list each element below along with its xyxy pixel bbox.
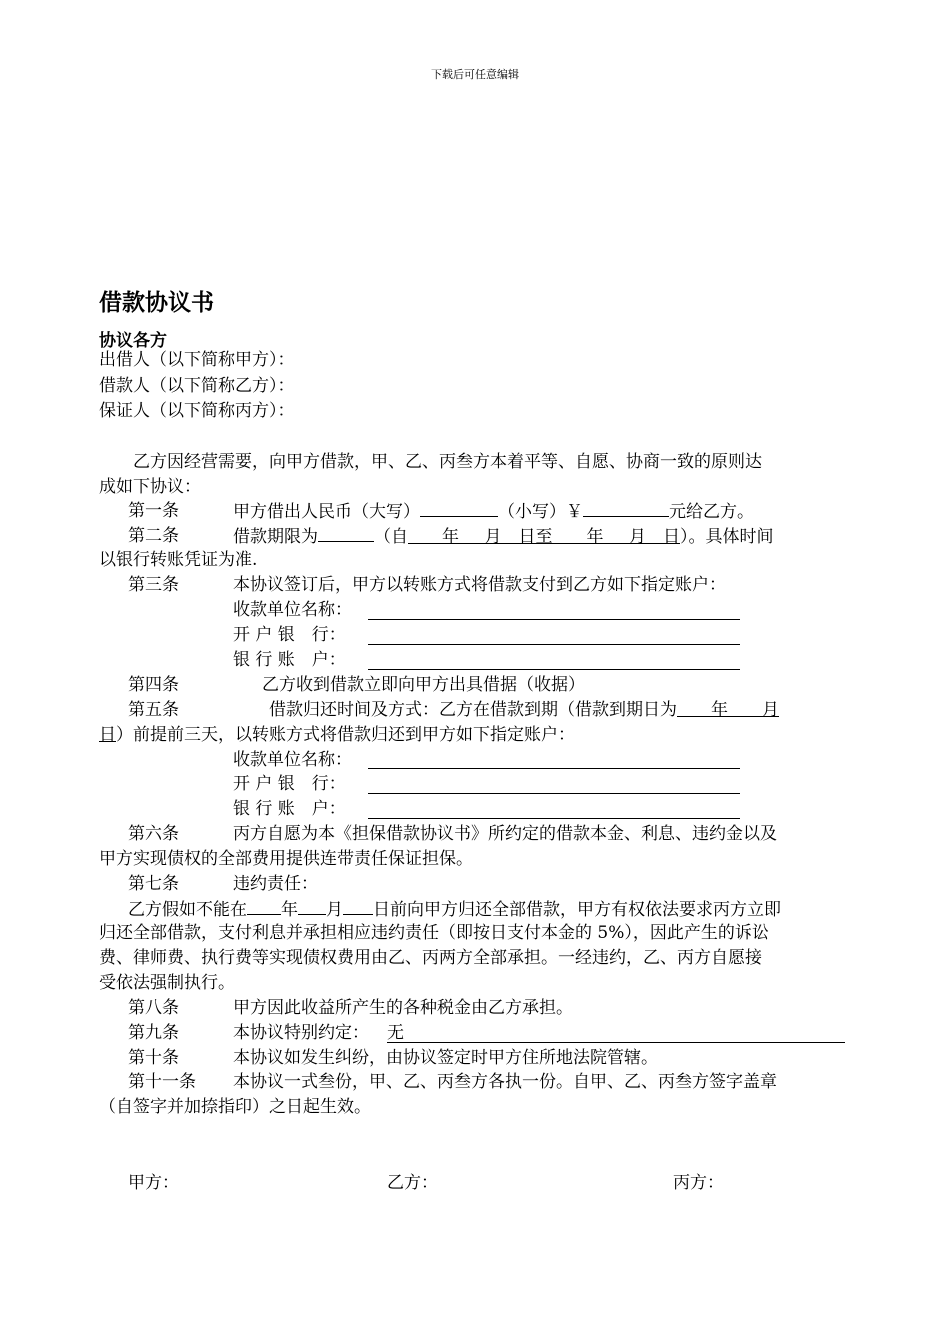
article-10-label: 第十条 xyxy=(128,1048,179,1068)
article-8-text: 甲方因此收益所产生的各种税金由乙方承担。 xyxy=(233,998,573,1018)
article-7-label: 第七条 xyxy=(128,874,179,894)
article-7-para-3: 费、律师费、执行费等实现债权费用由乙、丙两方全部承担。一经违约，乙、丙方自愿接 xyxy=(99,948,762,968)
signature-party-b: 乙方： xyxy=(387,1173,438,1193)
article-6-label: 第六条 xyxy=(128,824,179,844)
amount-words-blank xyxy=(420,500,498,517)
article-6-text: 丙方自愿为本《担保借款协议书》所约定的借款本金、利息、违约金以及 xyxy=(233,824,777,844)
due-day: 日 xyxy=(99,725,116,745)
amount-number-blank xyxy=(583,500,669,517)
article-5-line-2 xyxy=(99,724,575,746)
article-5-line-2-text: ）前提前三天，以转账方式将借款归还到甲方如下指定账户： xyxy=(116,725,575,745)
start-month: 月 xyxy=(484,527,502,547)
repay-receiver-line xyxy=(368,768,740,769)
signature-party-c: 丙方： xyxy=(673,1173,724,1193)
article-7-para-2: 归还全部借款，支付利息并承担相应违约责任（即按日支付本金的 5%），因此产生的诉讼 xyxy=(99,923,769,943)
end-day: 日 xyxy=(663,527,680,547)
article-1-text-a: 甲方借出人民币（大写） xyxy=(233,502,420,522)
article-5-text-a: 借款归还时间及方式：乙方在借款到期（借款到期日为 xyxy=(269,700,677,720)
article-11-text: 本协议一式叁份，甲、乙、丙叁方各执一份。自甲、乙、丙叁方签字盖章 xyxy=(233,1072,777,1092)
receiver-name-label: 收款单位名称： xyxy=(233,600,352,620)
party-lender: 出借人（以下简称甲方）： xyxy=(99,350,295,370)
intro-line-2: 成如下协议： xyxy=(99,477,201,497)
article-7-para-1 xyxy=(128,898,781,921)
article-5-label: 第五条 xyxy=(128,700,179,720)
article-7-text: 违约责任： xyxy=(233,874,318,894)
repay-account-line xyxy=(368,818,740,819)
page-header: 下载后可任意编辑 xyxy=(431,68,519,81)
end-year: 年 xyxy=(586,527,604,547)
article-2-text xyxy=(233,525,774,548)
article-1-text-c: 元给乙方。 xyxy=(669,502,754,522)
article-11-label: 第十一条 xyxy=(128,1072,196,1092)
article-1-text-b: （小写）￥ xyxy=(498,502,583,522)
due-year: 年 xyxy=(711,700,728,720)
bank-label: 开 户 银 行： xyxy=(233,625,346,645)
article-6-line-2: 甲方实现债权的全部费用提供连带责任保证担保。 xyxy=(99,849,473,869)
article-7-p1a: 乙方假如不能在 xyxy=(128,900,247,920)
receiver-name-line xyxy=(368,619,740,620)
start-year: 年 xyxy=(442,527,459,547)
article-1-text xyxy=(233,500,754,523)
article-7-year: 年 xyxy=(281,900,298,920)
due-date xyxy=(677,700,779,720)
account-line xyxy=(368,669,740,670)
article-3-text: 本协议签订后，甲方以转账方式将借款支付到乙方如下指定账户： xyxy=(233,575,726,595)
article-5-text xyxy=(269,699,779,721)
repay-receiver-label: 收款单位名称： xyxy=(233,750,352,770)
article-7-para-4: 受依法强制执行。 xyxy=(99,973,235,993)
deadline-day-blank xyxy=(343,898,373,915)
start-day-to: 日至 xyxy=(518,527,553,547)
party-borrower: 借款人（以下简称乙方）： xyxy=(99,376,295,396)
article-2-label: 第二条 xyxy=(128,526,179,546)
term-blank xyxy=(318,525,374,542)
repay-bank-line xyxy=(368,793,740,794)
article-10-text: 本协议如发生纠纷，由协议签定时甲方住所地法院管辖。 xyxy=(233,1048,658,1068)
article-4-label: 第四条 xyxy=(128,675,179,695)
article-2-line-2: 以银行转账凭证为准. xyxy=(99,550,258,570)
parties-heading: 协议各方 xyxy=(99,331,167,351)
article-3-label: 第三条 xyxy=(128,575,179,595)
article-7-p1d: 日前向甲方归还全部借款，甲方有权依法要求丙方立即 xyxy=(373,900,781,920)
document-title: 借款协议书 xyxy=(99,290,214,316)
article-2-text-c: ）。具体时间 xyxy=(680,527,774,547)
article-7-month: 月 xyxy=(326,900,343,920)
article-2-text-a: 借款期限为 xyxy=(233,527,318,547)
end-month: 月 xyxy=(629,527,646,547)
deadline-year-blank xyxy=(247,898,281,915)
article-11-line-2: （自签字并加捺指印）之日起生效。 xyxy=(99,1097,371,1117)
due-month: 月 xyxy=(762,700,779,720)
article-9-text: 本协议特别约定： xyxy=(233,1023,369,1043)
article-2-text-b: （自 xyxy=(374,527,408,547)
party-guarantor: 保证人（以下简称丙方）： xyxy=(99,401,295,421)
deadline-month-blank xyxy=(298,898,326,915)
article-4-text: 乙方收到借款立即向甲方出具借据（收据） xyxy=(262,675,585,695)
repay-account-label: 银 行 账 户： xyxy=(233,799,346,819)
account-label: 银 行 账 户： xyxy=(233,650,346,670)
special-terms-value: 无 xyxy=(387,1022,845,1043)
article-8-label: 第八条 xyxy=(128,998,179,1018)
article-1-label: 第一条 xyxy=(128,501,179,521)
term-dates xyxy=(408,527,680,547)
intro-line-1: 乙方因经营需要，向甲方借款，甲、乙、丙叁方本着平等、自愿、协商一致的原则达 xyxy=(133,452,762,472)
signature-party-a: 甲方： xyxy=(128,1173,179,1193)
repay-bank-label: 开 户 银 行： xyxy=(233,774,346,794)
bank-line xyxy=(368,644,740,645)
article-9-label: 第九条 xyxy=(128,1023,179,1043)
